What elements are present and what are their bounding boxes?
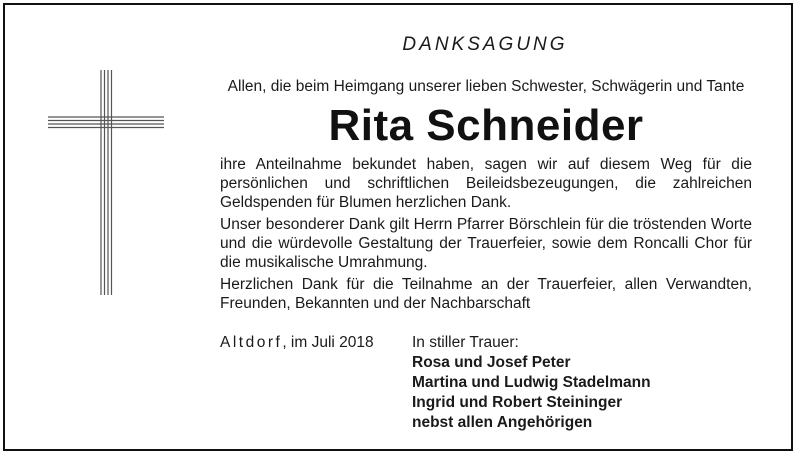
place-date	[220, 333, 374, 353]
place: Altdorf	[220, 334, 283, 351]
mourner-name: nebst allen Angehörigen	[412, 414, 593, 431]
thanks-paragraph: Herzlichen Dank für die Teilnahme an der Trauerfeier, allen Verwandten, Freunden, Bekannten und der Nachbarschaft	[220, 276, 752, 312]
thanks-paragraph: Unser besonderer Dank gilt Herrn Pfarrer Börschlein für die tröstenden Worte und die würdevolle Gestaltung der Trauerfeier, sowie dem Roncalli Chor für die musikalische Umrahmung.	[220, 216, 752, 271]
intro-line: Allen, die beim Heimgang unserer lieben Schwester, Schwägerin und Tante	[227, 78, 745, 95]
mourner-name: Martina und Ludwig Stadelmann	[412, 374, 651, 391]
thanks-text	[220, 155, 752, 316]
notice-heading: DANKSAGUNG	[402, 34, 568, 55]
cross-icon	[48, 70, 164, 295]
mourner-name: Rosa und Josef Peter	[412, 354, 571, 371]
mourners-intro: In stiller Trauer:	[412, 334, 519, 351]
thanks-paragraph: ihre Anteilnahme bekundet haben, sagen wir auf diesem Weg für die persönlichen und schriftlichen Beileidsbezeugungen, die zahlreichen Geldspenden für Blumen herzlichen Dank.	[220, 156, 752, 211]
date: , im Juli 2018	[282, 334, 374, 351]
deceased-name: Rita Schneider	[328, 101, 644, 150]
mourner-name: Ingrid und Robert Steininger	[412, 394, 623, 411]
mourners-block	[412, 333, 651, 433]
